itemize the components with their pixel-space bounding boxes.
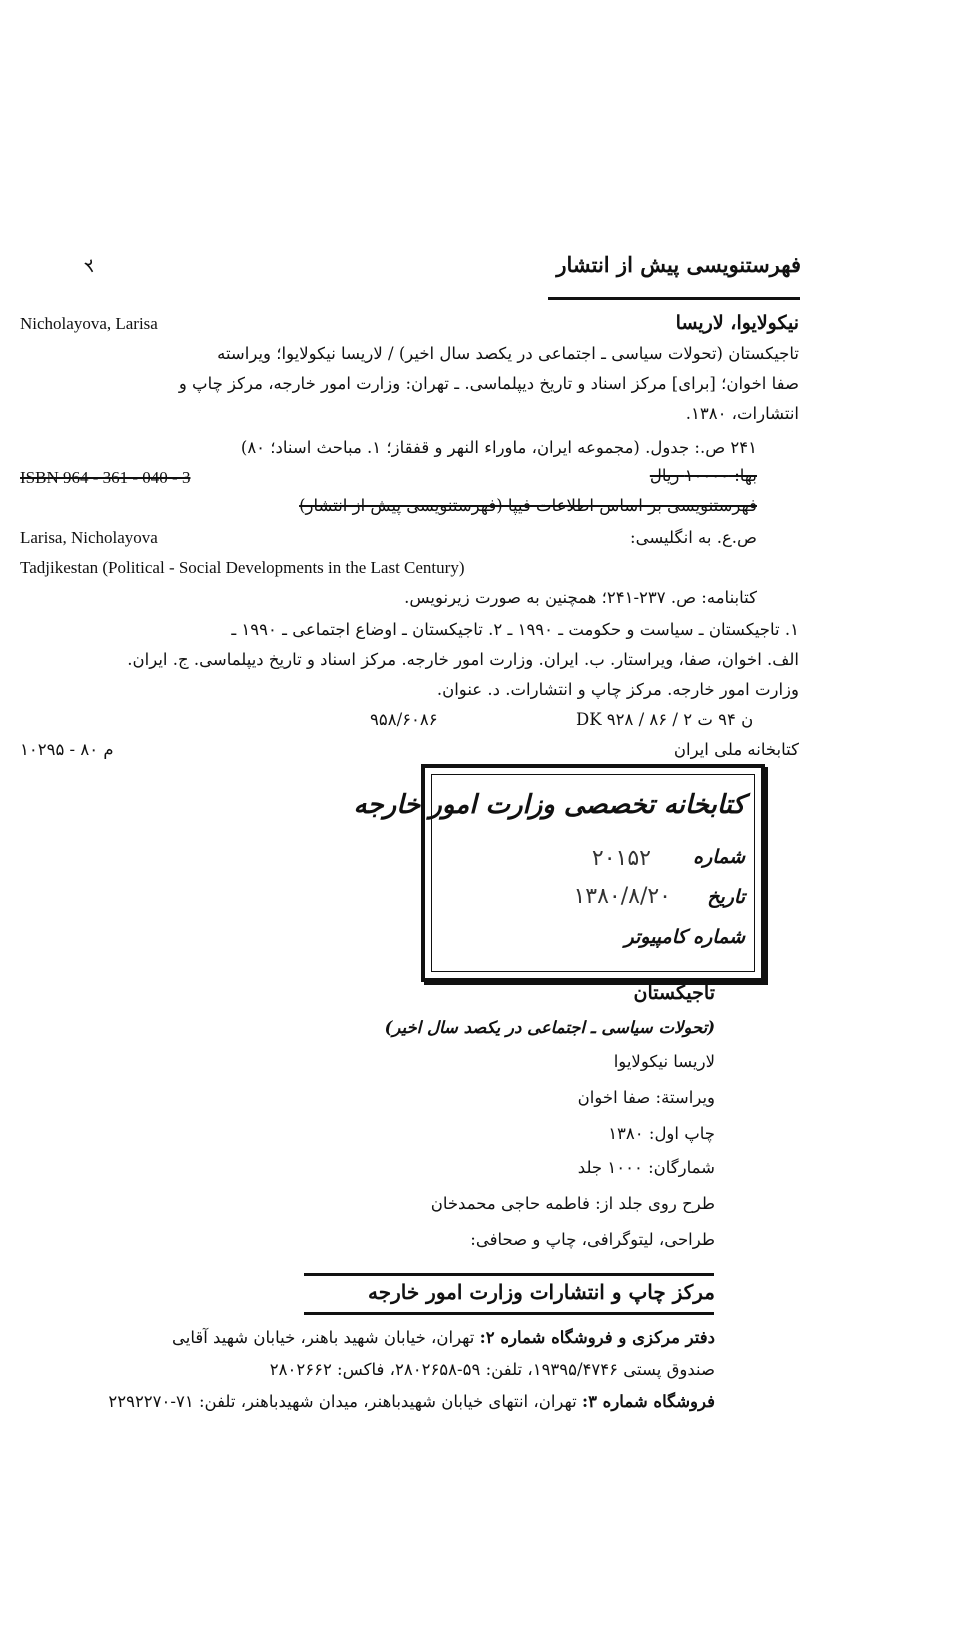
publisher-name: مرکز چاپ و انتشارات وزارت امور خارجه	[368, 1280, 715, 1304]
bibliography: کتابنامه: ص. ۲۳۷-۲۴۱؛ همچنین به صورت زیرنویس.	[404, 588, 757, 607]
title-line-2: صفا اخوان؛ [برای] مرکز اسناد و تاریخ دیپلماسی. ـ تهران: وزارت امور خارجه، مرکز چاپ و	[178, 374, 799, 393]
stamp-number-value: ۲۰۱۵۲	[591, 846, 651, 871]
publisher-office-address: تهران، خیابان شهید باهنر، خیابان شهید آقایی	[171, 1328, 475, 1347]
book-editor: ویراستة: صفا اخوان	[577, 1088, 715, 1107]
book-cover-design: طرح روی جلد از: فاطمه حاجی محمدخان	[430, 1194, 715, 1213]
page-header-title: فهرستنویسی پیش از انتشار	[556, 252, 801, 277]
publisher-office-label: دفتر مرکزی و فروشگاه شماره ۲:	[479, 1328, 715, 1347]
library-stamp	[353, 764, 765, 982]
title-line-1: تاجیکستان (تحولات سیاسی ـ اجتماعی در یکصد سال اخیر) / لاریسا نیکولایوا؛ ویراسته	[217, 344, 799, 363]
subjects-line-3: وزارت امور خارجه. مرکز چاپ و انتشارات. د. عنوان.	[436, 680, 799, 699]
book-first-print: چاپ اول: ۱۳۸۰	[608, 1124, 715, 1143]
isbn: ISBN 964 - 361 - 040 - 3	[20, 468, 191, 487]
control-number: م ۸۰ - ۱۰۲۹۵	[20, 740, 114, 759]
physical-description: ۲۴۱ ص.: جدول. (مجموعه ایران، ماوراء النهر و قفقاز؛ ۱. مباحث اسناد؛ ۸۰)	[240, 438, 757, 457]
author-fa: نیکولایوا، لاریسا	[675, 312, 799, 334]
english-author: Larisa, Nicholayova	[20, 528, 158, 547]
class-dewey: ۹۵۸/۶۰۸۶	[370, 710, 438, 729]
book-production: طراحی، لیتوگرافی، چاپ و صحافی:	[470, 1230, 715, 1249]
book-subtitle: (تحولات سیاسی ـ اجتماعی در یکصد سال اخیر)	[384, 1018, 715, 1037]
publisher-rule-top	[304, 1273, 714, 1276]
class-lc: DK ۹۲۸ / ۸۶ / ن ۹۴ ت ۲	[576, 710, 754, 729]
english-title: Tadjikestan (Political - Social Developments in the Last Century)	[20, 558, 465, 577]
book-author: لاریسا نیکولایوا	[613, 1052, 715, 1071]
publisher-store3-label: فروشگاه شماره ۳:	[581, 1392, 715, 1411]
subjects-line-1: ۱. تاجیکستان ـ سیاست و حکومت ـ ۱۹۹۰ ـ ۲. تاجیکستان ـ اوضاع اجتماعی ـ ۱۹۹۰ ـ	[231, 620, 799, 639]
publisher-office	[172, 1328, 715, 1347]
stamp-date-value: ۱۳۸۰/۸/۲۰	[573, 884, 671, 909]
header-rule	[548, 297, 800, 300]
publisher-rule-bottom	[304, 1312, 714, 1315]
national-library: کتابخانه ملی ایران	[673, 740, 799, 759]
stamp-title: کتابخانه تخصصی وزارت امور خارجه	[353, 790, 745, 820]
stamp-computer-label: شماره کامپیوتر	[624, 926, 745, 948]
publisher-store3-address: تهران، انتهای خیابان شهیدباهنر، میدان شهیدباهنر، تلفن: ۷۱-۲۲۹۲۲۷۰	[108, 1392, 577, 1411]
english-label: ص.ع. به انگلیسی:	[630, 528, 757, 547]
book-print-run: شمارگان: ۱۰۰۰ جلد	[577, 1158, 715, 1177]
subjects-line-2: الف. اخوان، صفا، ویراستار. ب. ایران. وزارت امور خارجه. مرکز اسناد و تاریخ دیپلماسی. ج. ایران.	[127, 650, 799, 669]
publisher-contact: صندوق پستی ۱۹۳۹۵/۴۷۴۶، تلفن: ۵۹-۲۸۰۲۶۵۸، فاکس: ۲۸۰۲۶۶۲	[269, 1360, 715, 1379]
stamp-date-label: تاریخ	[707, 886, 745, 908]
stamp-number-label: شماره	[693, 846, 745, 868]
publisher-store3	[108, 1392, 715, 1411]
margin-mark: ٢	[81, 254, 101, 279]
price: بها: ۱۰۰۰۰ ریال	[649, 466, 757, 485]
book-title: تاجیکستان	[633, 982, 715, 1004]
title-line-3: انتشارات، ۱۳۸۰.	[685, 404, 799, 423]
author-en: Nicholayova, Larisa	[20, 314, 158, 333]
fipa-note: فهرستنویسی بر اساس اطلاعات فیپا (فهرستنویسی پیش از انتشار)	[299, 496, 757, 515]
